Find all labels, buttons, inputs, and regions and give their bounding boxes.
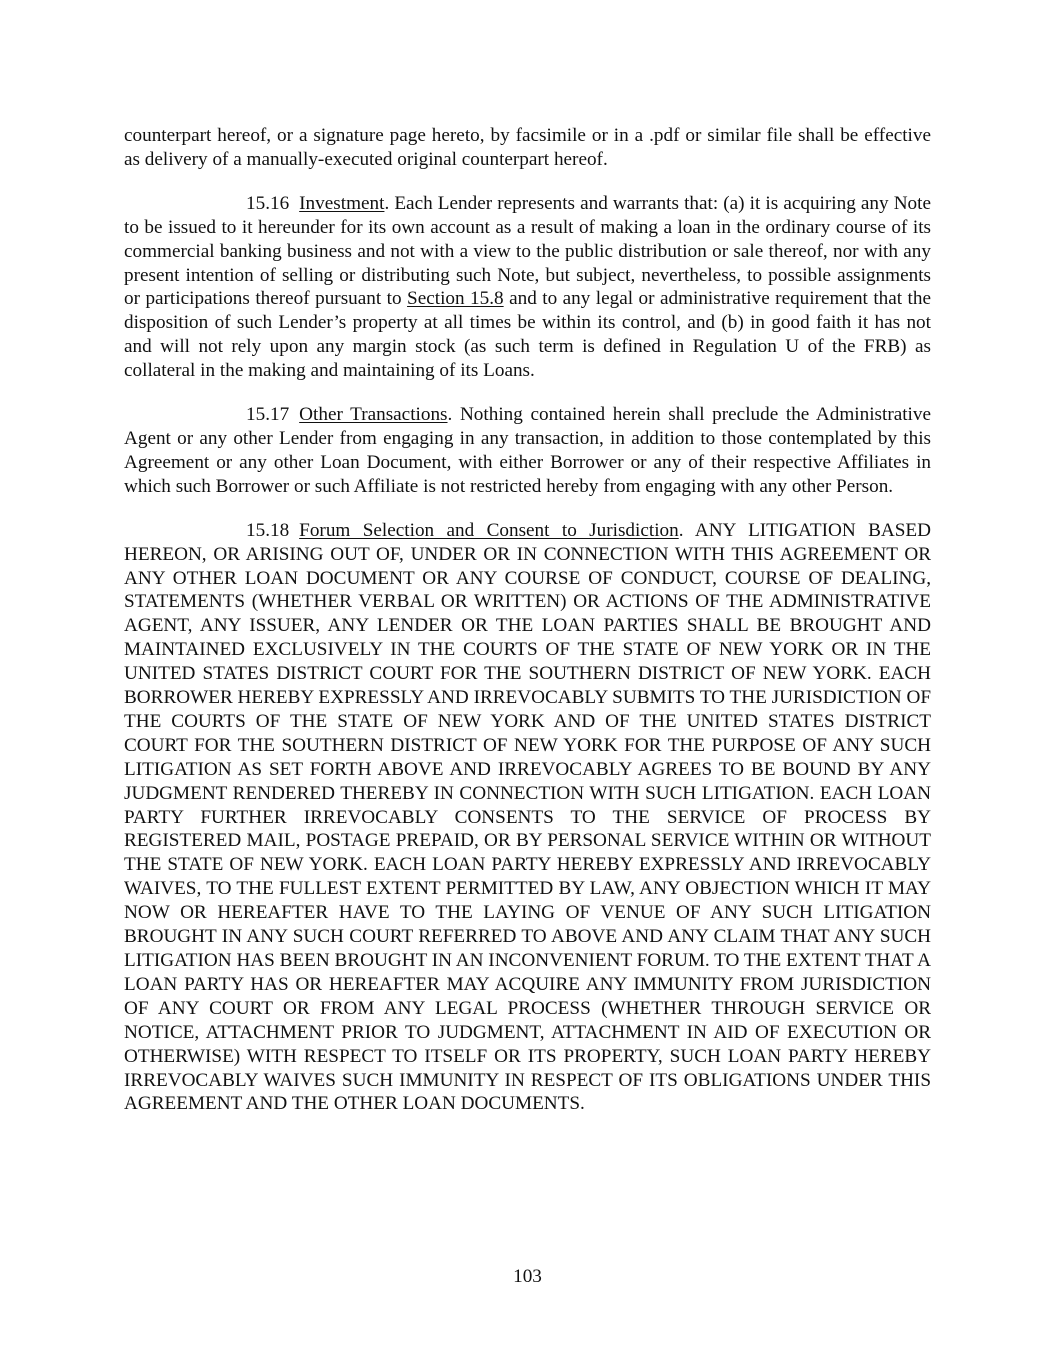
section-heading: Investment — [299, 192, 385, 214]
continuation-paragraph: counterpart hereof, or a signature page hereto, by facsimile or in a .pdf or similar file shall be effective as delivery of a manually-executed original counterpart hereof. — [124, 125, 931, 170]
section-heading: Forum Selection and Consent to Jurisdiction — [299, 519, 679, 541]
section-15-18 — [124, 519, 931, 1117]
section-body: . ANY LITIGATION BASED HEREON, OR ARISING OUT OF, UNDER OR IN CONNECTION WITH THIS AGREEMENT OR ANY OTHER LOAN DOCUMENT OR ANY COURSE OF CONDUCT, COURSE OF DEALING, STATEMENTS (WHETHER VERBAL OR WRITTEN) OR ACTIONS OF THE ADMINISTRATIVE AGENT, ANY ISSUER, ANY LENDER OR THE LOAN PARTIES SHALL BE BROUGHT AND MAINTAINED EXCLUSIVELY IN THE COURTS OF THE STATE OF NEW YORK OR IN THE UNITED STATES DISTRICT COURT FOR THE SOUTHERN DISTRICT OF NEW YORK. EACH BORROWER HEREBY EXPRESSLY AND IRREVOCABLY SUBMITS TO THE JURISDICTION OF THE COURTS OF THE STATE OF NEW YORK AND OF THE UNITED STATES DISTRICT COURT FOR THE SOUTHERN DISTRICT OF NEW YORK FOR THE PURPOSE OF ANY SUCH LITIGATION AS SET FORTH ABOVE AND IRREVOCABLY AGREES TO BE BOUND BY ANY JUDGMENT RENDERED THEREBY IN CONNECTION WITH SUCH LITIGATION. EACH LOAN PARTY FURTHER IRREVOCABLY CONSENTS TO THE SERVICE OF PROCESS BY REGISTERED MAIL, POSTAGE PREPAID, OR BY PERSONAL SERVICE WITHIN OR WITHOUT THE STATE OF NEW YORK. EACH LOAN PARTY HEREBY EXPRESSLY AND IRREVOCABLY WAIVES, TO THE FULLEST EXTENT PERMITTED BY LAW, ANY OBJECTION WHICH IT MAY NOW OR HEREAFTER HAVE TO THE LAYING OF VENUE OF ANY SUCH LITIGATION BROUGHT IN ANY SUCH COURT REFERRED TO ABOVE AND ANY CLAIM THAT ANY SUCH LITIGATION HAS BEEN BROUGHT IN AN INCONVENIENT FORUM. TO THE EXTENT THAT A LOAN PARTY HAS OR HEREAFTER MAY ACQUIRE ANY IMMUNITY FROM JURISDICTION OF ANY COURT OR FROM ANY LEGAL PROCESS (WHETHER THROUGH SERVICE OR NOTICE, ATTACHMENT PRIOR TO JUDGMENT, ATTACHMENT IN AID OF EXECUTION OR OTHERWISE) WITH RESPECT TO ITSELF OR ITS PROPERTY, SUCH LOAN PARTY HEREBY IRREVOCABLY WAIVES SUCH IMMUNITY IN RESPECT OF ITS OBLIGATIONS UNDER THIS AGREEMENT AND THE OTHER LOAN DOCUMENTS. — [124, 519, 931, 1115]
section-heading: Other Transactions — [299, 404, 448, 426]
section-cross-reference: Section 15.8 — [407, 288, 504, 310]
document-page — [124, 124, 931, 1136]
section-body-continued: and to any legal or administrative requirement that the disposition of such Lender’s property at all times be within its control, and (b) in good faith it has not and will not rely upon any margin stock (as such term is defined in Regulation U of the FRB) as collateral in the making and maintaining of its Loans. — [124, 288, 931, 382]
section-number: 15.18 — [246, 519, 290, 541]
section-15-16 — [124, 192, 931, 383]
section-15-17 — [124, 403, 931, 499]
page-number: 103 — [513, 1266, 542, 1287]
section-number: 15.16 — [246, 192, 290, 214]
section-body: . Nothing contained herein shall preclude the Administrative Agent or any other Lender from engaging in any transaction, in addition to those contemplated by this Agreement or any other Loan Document, with either Borrower or any of their respective Affiliates in which such Borrower or such Affiliate is not restricted hereby from engaging with any other Person. — [124, 404, 931, 497]
section-number: 15.17 — [246, 404, 290, 426]
section-body: . Each Lender represents and warrants that: (a) it is acquiring any Note to be issued to it hereunder for its own account as a result of making a loan in the ordinary course of its commercial banking business and not with a view to the public distribution or sale thereof, nor with any present intention of selling or distributing such Note, but subject, nevertheless, to possible assignments or participations thereof pursuant to — [124, 192, 931, 310]
